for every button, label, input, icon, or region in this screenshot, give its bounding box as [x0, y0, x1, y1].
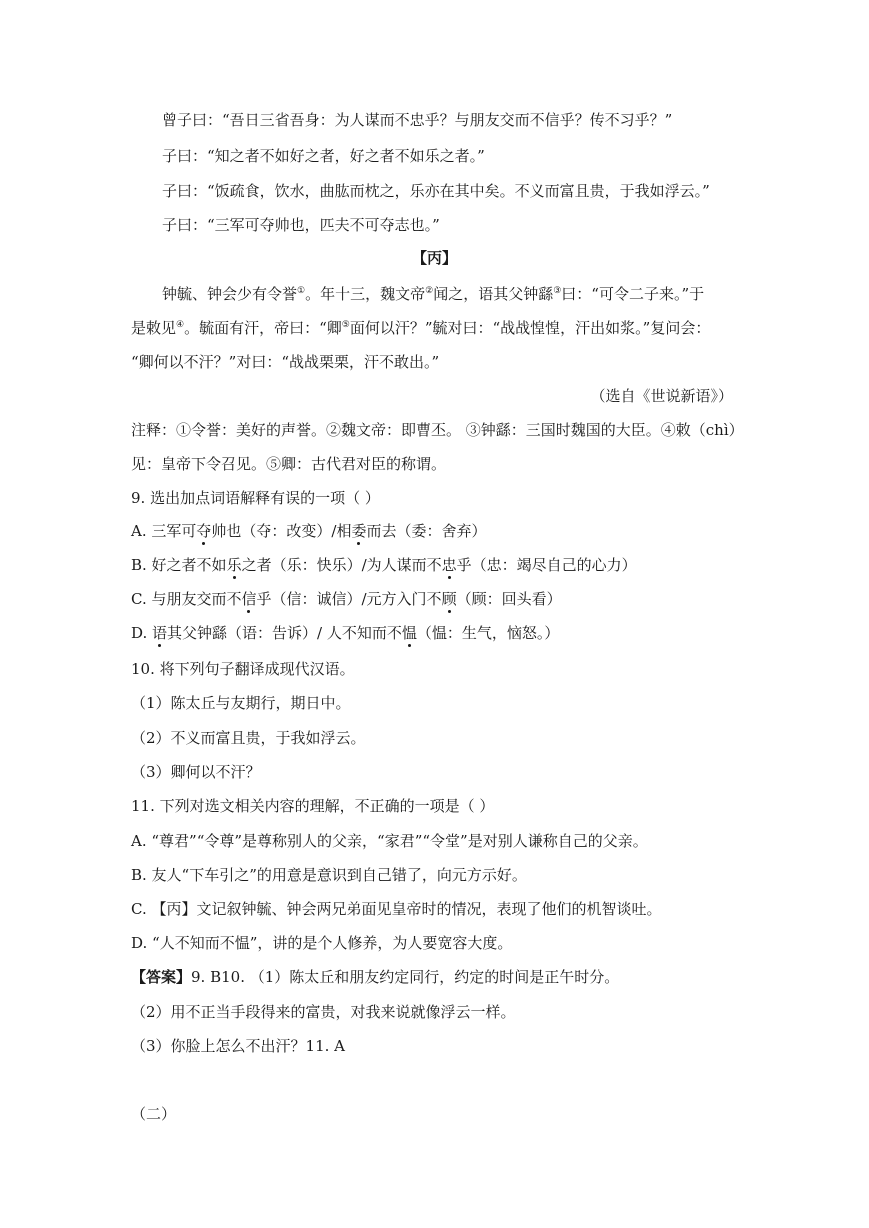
- source-citation: （选自《世说新语》）: [590, 387, 733, 405]
- quote-line: 子曰：“三军可夺帅也，匹夫不可夺志也。”: [162, 216, 440, 234]
- answer-line: 【答案】9. B10. （1）陈太丘和朋友约定同行，约定的时间是正午时分。: [131, 968, 620, 986]
- question-11-option-c: C. 【丙】文记叙钟毓、钟会两兄弟面见皇帝时的情况，表现了他们的机智谈吐。: [131, 900, 662, 918]
- quote-line: 曾子曰：“吾日三省吾身：为人谋而不忠乎？与朋友交而不信乎？传不习乎？”: [162, 111, 673, 129]
- passage-line: 钟毓、钟会少有令誉①。年十三，魏文帝②闻之，语其父钟繇③曰：“可令二子来。”于: [162, 285, 705, 303]
- question-11-option-d: D. “人不知而不愠”，讲的是个人修养，为人要宽容大度。: [131, 934, 513, 952]
- question-10-stem: 10. 将下列句子翻译成现代汉语。: [131, 660, 355, 678]
- answer-label: 【答案】: [131, 968, 192, 986]
- question-11-option-a: A. “尊君”“令尊”是尊称别人的父亲，“家君”“令堂”是对别人谦称自己的父亲。: [131, 832, 648, 850]
- question-9-option-a: A. 三军可夺帅也（夺：改变）/相委而去（委：舍弃）: [131, 522, 487, 540]
- passage-line: 是敕见④。毓面有汗，帝曰：“卿⑤面何以汗？”毓对曰：“战战惶惶，汗出如浆。”复问会：: [131, 319, 711, 337]
- question-9-stem: 9. 选出加点词语解释有误的一项（ ）: [131, 489, 380, 507]
- question-11-option-b: B. 友人“下车引之”的用意是意识到自己错了，向元方示好。: [131, 866, 527, 884]
- question-9-option-d: D. 语其父钟繇（语：告诉）/ 人不知而不愠（愠：生气，恼怒。）: [131, 624, 560, 642]
- annotation-line: 注释：①令誉：美好的声誉。②魏文帝：即曹丕。 ③钟繇：三国时魏国的大臣。④敕（chì）: [131, 421, 744, 439]
- quote-line: 子曰：“知之者不如好之者，好之者不如乐之者。”: [162, 147, 485, 165]
- question-10-item: （3）卿何以不汗？: [131, 763, 261, 781]
- question-11-stem: 11. 下列对选文相关内容的理解，不正确的一项是（ ）: [131, 797, 495, 815]
- answer-line: （2）用不正当手段得来的富贵，对我来说就像浮云一样。: [131, 1003, 516, 1021]
- question-9-option-b: B. 好之者不如乐之者（乐：快乐）/为人谋而不忠乎（忠：竭尽自己的心力）: [131, 556, 637, 574]
- question-10-item: （2）不义而富且贵，于我如浮云。: [131, 729, 366, 747]
- question-10-item: （1）陈太丘与友期行，期日中。: [131, 694, 351, 712]
- quote-line: 子曰：“饭疏食，饮水，曲肱而枕之，乐亦在其中矣。不义而富且贵，于我如浮云。”: [162, 182, 710, 200]
- section-heading-2: （二）: [131, 1105, 177, 1123]
- question-9-option-c: C. 与朋友交而不信乎（信：诚信）/元方入门不顾（顾：回头看）: [131, 590, 562, 608]
- passage-line: “卿何以不汗？”对曰：“战战栗栗，汗不敢出。”: [131, 353, 440, 371]
- annotation-line: 见：皇帝下令召见。⑤卿：古代君对臣的称谓。: [131, 455, 447, 473]
- answer-line: （3）你脸上怎么不出汗？11. A: [131, 1037, 346, 1055]
- section-heading-bing: 【丙】: [411, 249, 457, 267]
